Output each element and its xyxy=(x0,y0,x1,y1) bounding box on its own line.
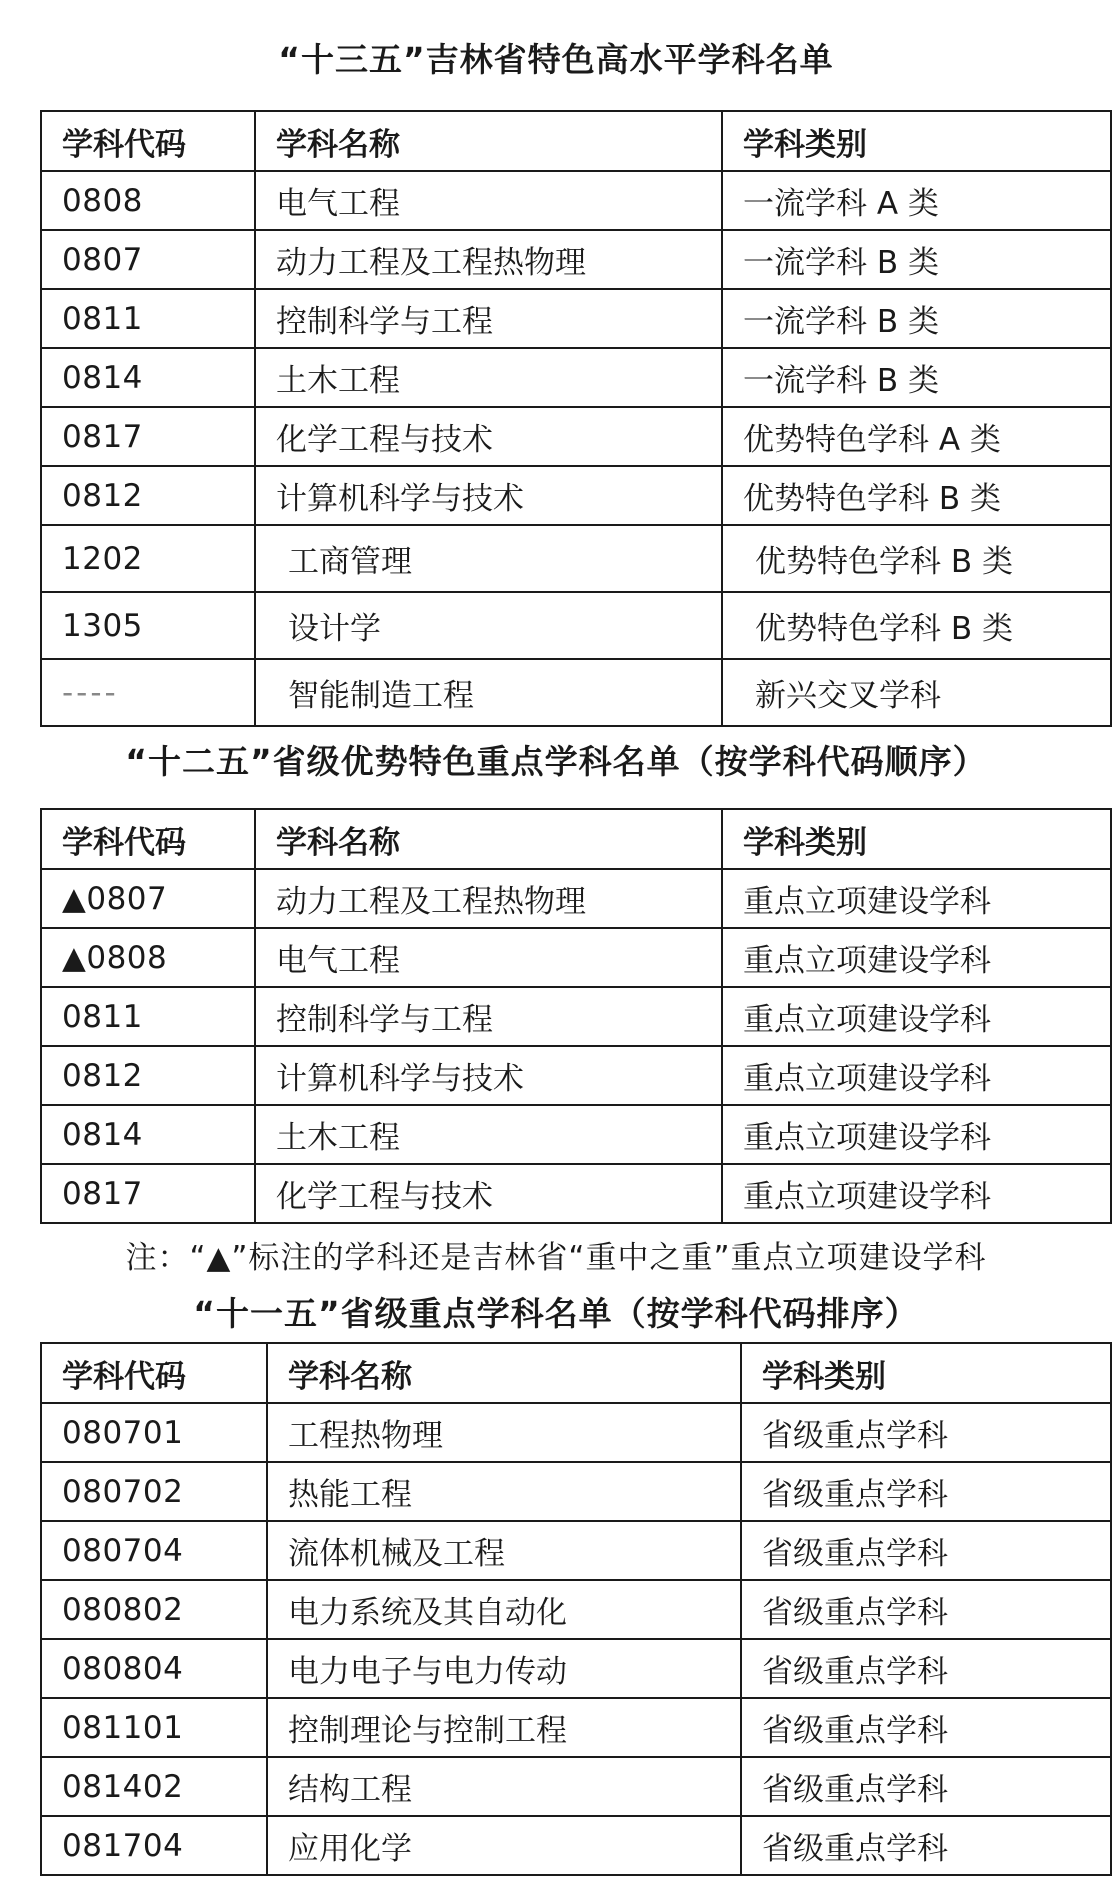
cell-code: 0814 xyxy=(41,348,255,407)
table-row xyxy=(41,525,1111,592)
table-header-row xyxy=(41,111,1111,171)
cell-name: 控制理论与控制工程 xyxy=(267,1698,741,1757)
section3-table xyxy=(40,1342,1112,1876)
cell-name: 热能工程 xyxy=(267,1462,741,1521)
cell-code: 080701 xyxy=(41,1403,267,1462)
cell-category: 重点立项建设学科 xyxy=(722,928,1111,987)
table-row xyxy=(41,1580,1111,1639)
cell-name: 流体机械及工程 xyxy=(267,1521,741,1580)
cell-category: 优势特色学科 B 类 xyxy=(722,525,1111,592)
cell-code: 0817 xyxy=(41,407,255,466)
cell-category: 省级重点学科 xyxy=(741,1521,1111,1580)
cell-category: 重点立项建设学科 xyxy=(722,869,1111,928)
table-row xyxy=(41,1046,1111,1105)
cell-category: 新兴交叉学科 xyxy=(722,659,1111,726)
cell-code: 081704 xyxy=(41,1816,267,1875)
cell-name: 应用化学 xyxy=(267,1816,741,1875)
section2-title: “十二五”省级优势特色重点学科名单（按学科代码顺序） xyxy=(125,742,987,781)
cell-category: 一流学科 A 类 xyxy=(722,171,1111,230)
cell-category: 重点立项建设学科 xyxy=(722,1105,1111,1164)
cell-category: 一流学科 B 类 xyxy=(722,348,1111,407)
section1-table xyxy=(40,110,1112,727)
cell-name: 电气工程 xyxy=(255,928,722,987)
cell-category: 重点立项建设学科 xyxy=(722,987,1111,1046)
section3-title: “十一五”省级重点学科名单（按学科代码排序） xyxy=(193,1294,919,1333)
table-row xyxy=(41,869,1111,928)
cell-name: 控制科学与工程 xyxy=(255,289,722,348)
table-row xyxy=(41,348,1111,407)
cell-code: ---- xyxy=(41,659,255,726)
section1-title: “十三五”吉林省特色高水平学科名单 xyxy=(278,40,834,79)
table-row xyxy=(41,1639,1111,1698)
cell-name: 电气工程 xyxy=(255,171,722,230)
cell-name: 计算机科学与技术 xyxy=(255,466,722,525)
cell-code: 0812 xyxy=(41,466,255,525)
cell-category: 优势特色学科 A 类 xyxy=(722,407,1111,466)
cell-code: 0812 xyxy=(41,1046,255,1105)
cell-code: 081101 xyxy=(41,1698,267,1757)
cell-code: 080802 xyxy=(41,1580,267,1639)
header-category: 学科类别 xyxy=(722,111,1111,171)
cell-category: 一流学科 B 类 xyxy=(722,289,1111,348)
cell-name: 智能制造工程 xyxy=(255,659,722,726)
header-category: 学科类别 xyxy=(741,1343,1111,1403)
table-row xyxy=(41,466,1111,525)
header-category: 学科类别 xyxy=(722,809,1111,869)
table-row xyxy=(41,1105,1111,1164)
cell-name: 化学工程与技术 xyxy=(255,407,722,466)
cell-category: 重点立项建设学科 xyxy=(722,1164,1111,1223)
cell-category: 优势特色学科 B 类 xyxy=(722,466,1111,525)
cell-code: 080704 xyxy=(41,1521,267,1580)
table-row xyxy=(41,592,1111,659)
cell-category: 省级重点学科 xyxy=(741,1757,1111,1816)
table-row xyxy=(41,1164,1111,1223)
cell-code: ▲0807 xyxy=(41,869,255,928)
cell-name: 动力工程及工程热物理 xyxy=(255,230,722,289)
cell-name: 土木工程 xyxy=(255,348,722,407)
cell-code: 0817 xyxy=(41,1164,255,1223)
cell-category: 省级重点学科 xyxy=(741,1462,1111,1521)
table-row xyxy=(41,1816,1111,1875)
cell-category: 省级重点学科 xyxy=(741,1580,1111,1639)
table-row xyxy=(41,1521,1111,1580)
cell-category: 重点立项建设学科 xyxy=(722,1046,1111,1105)
table-row xyxy=(41,987,1111,1046)
cell-name: 工商管理 xyxy=(255,525,722,592)
cell-code: ▲0808 xyxy=(41,928,255,987)
cell-code: 0808 xyxy=(41,171,255,230)
header-code: 学科代码 xyxy=(41,1343,267,1403)
cell-category: 省级重点学科 xyxy=(741,1816,1111,1875)
table-row xyxy=(41,1698,1111,1757)
cell-category: 一流学科 B 类 xyxy=(722,230,1111,289)
cell-name: 控制科学与工程 xyxy=(255,987,722,1046)
cell-code: 0807 xyxy=(41,230,255,289)
cell-name: 电力系统及其自动化 xyxy=(267,1580,741,1639)
table-row xyxy=(41,230,1111,289)
header-code: 学科代码 xyxy=(41,111,255,171)
cell-name: 设计学 xyxy=(255,592,722,659)
cell-code: 080804 xyxy=(41,1639,267,1698)
cell-name: 动力工程及工程热物理 xyxy=(255,869,722,928)
table-row xyxy=(41,1757,1111,1816)
header-name: 学科名称 xyxy=(255,111,722,171)
table-header-row xyxy=(41,1343,1111,1403)
cell-code: 0811 xyxy=(41,987,255,1046)
header-name: 学科名称 xyxy=(255,809,722,869)
table-header-row xyxy=(41,809,1111,869)
table-row xyxy=(41,928,1111,987)
cell-name: 结构工程 xyxy=(267,1757,741,1816)
cell-code: 1305 xyxy=(41,592,255,659)
table-row xyxy=(41,1462,1111,1521)
header-code: 学科代码 xyxy=(41,809,255,869)
cell-name: 土木工程 xyxy=(255,1105,722,1164)
table-row xyxy=(41,171,1111,230)
cell-code: 080702 xyxy=(41,1462,267,1521)
cell-code: 0811 xyxy=(41,289,255,348)
cell-code: 1202 xyxy=(41,525,255,592)
table-row xyxy=(41,289,1111,348)
table-row xyxy=(41,407,1111,466)
cell-category: 省级重点学科 xyxy=(741,1639,1111,1698)
cell-name: 化学工程与技术 xyxy=(255,1164,722,1223)
cell-name: 计算机科学与技术 xyxy=(255,1046,722,1105)
cell-category: 省级重点学科 xyxy=(741,1698,1111,1757)
section2-note: 注：“▲”标注的学科还是吉林省“重中之重”重点立项建设学科 xyxy=(125,1240,987,1276)
cell-code: 081402 xyxy=(41,1757,267,1816)
cell-name: 工程热物理 xyxy=(267,1403,741,1462)
cell-category: 优势特色学科 B 类 xyxy=(722,592,1111,659)
cell-name: 电力电子与电力传动 xyxy=(267,1639,741,1698)
table-row xyxy=(41,659,1111,726)
table-row xyxy=(41,1403,1111,1462)
header-name: 学科名称 xyxy=(267,1343,741,1403)
section2-table xyxy=(40,808,1112,1224)
cell-code: 0814 xyxy=(41,1105,255,1164)
cell-category: 省级重点学科 xyxy=(741,1403,1111,1462)
